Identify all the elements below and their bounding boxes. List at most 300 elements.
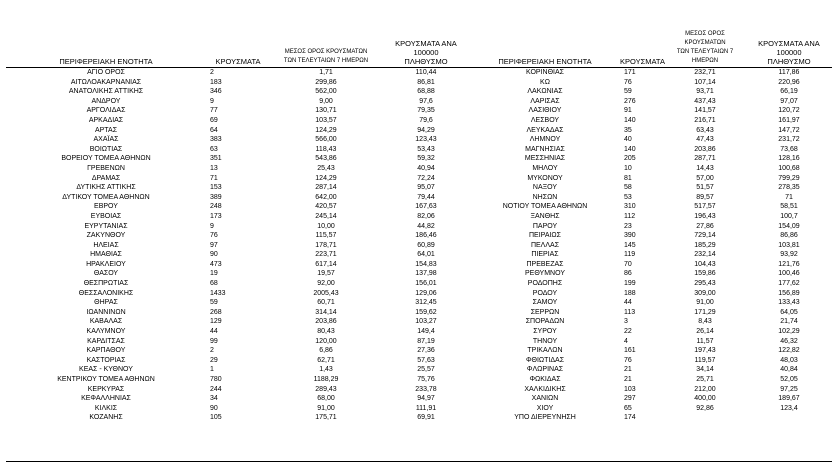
avg-7day-cell: 91,00	[696, 299, 714, 307]
region-name-cell: ΜΗΛΟΥ	[532, 164, 558, 172]
cases-count-cell: 2	[210, 347, 214, 355]
table-row	[6, 317, 832, 327]
cases-count-cell: 58	[624, 184, 632, 192]
region-name-cell: ΒΟΡΕΙΟΥ ΤΟΜΕΑ ΑΘΗΝΩΝ	[61, 155, 151, 163]
cases-count-cell: 34	[210, 395, 218, 403]
region-name-cell: ΘΕΣΠΡΩΤΙΑΣ	[83, 280, 129, 288]
region-header: ΠΕΡΙΦΕΡΕΙΑΚΗ ΕΝΟΤΗΤΑ	[470, 30, 620, 68]
cases-count-cell: 390	[624, 232, 636, 240]
cases-count-cell: 1433	[210, 289, 226, 297]
table-header-row	[6, 30, 832, 68]
region-name-cell: ΝΑΞΟΥ	[532, 184, 558, 192]
cases-count-cell: 35	[624, 126, 632, 134]
region-name-cell: ΚΩ	[540, 78, 550, 86]
avg-7day-cell: 6,86	[319, 347, 333, 355]
rate-per-100k-cell: 86,81	[417, 78, 435, 86]
cases-count-cell: 188	[624, 289, 636, 297]
rate-per-100k-cell: 27,36	[417, 347, 435, 355]
cases-header: ΚΡΟΥΣΜΑΤΑ	[206, 30, 270, 68]
rate-per-100k-cell: 186,46	[415, 232, 437, 240]
avg-header	[270, 30, 382, 68]
table-row	[6, 174, 832, 184]
rate-header-line2: ΠΛΗΘΥΣΜΟ	[404, 57, 448, 66]
cases-count-cell: 22	[624, 328, 632, 336]
avg-7day-cell: 232,71	[694, 69, 716, 76]
table-row	[6, 308, 832, 318]
cases-count-cell: 129	[210, 318, 222, 326]
avg-7day-cell: 245,14	[315, 212, 337, 220]
cases-count-cell: 780	[210, 376, 222, 383]
cases-count-cell: 268	[210, 308, 222, 316]
rate-per-100k-cell: 149,4	[417, 328, 435, 336]
rate-header	[746, 30, 832, 68]
region-name-cell: ΑΙΤΩΛΟΑΚΑΡΝΑΝΙΑΣ	[70, 78, 142, 86]
region-name-cell: ΒΟΙΩΤΙΑΣ	[89, 145, 123, 153]
cases-count-cell: 4	[624, 337, 628, 345]
rate-per-100k-cell: 189,67	[778, 395, 800, 403]
avg-header-line1: ΜΕΣΟΣ ΟΡΟΣ ΚΡΟΥΣΜΑΤΩΝ	[284, 49, 368, 55]
region-name-cell: ΣΠΟΡΑΔΩΝ	[525, 318, 565, 326]
avg-7day-cell: 91,00	[317, 404, 335, 412]
avg-7day-cell: 92,86	[696, 404, 714, 412]
region-name-cell: ΝΟΤΙΟΥ ΤΟΜΕΑ ΑΘΗΝΩΝ	[502, 203, 588, 211]
region-name-cell: ΚΑΣΤΟΡΙΑΣ	[86, 356, 126, 364]
region-name-cell: ΜΑΓΝΗΣΙΑΣ	[525, 145, 565, 153]
cases-count-cell: 205	[624, 155, 636, 163]
rate-per-100k-cell: 147,72	[778, 126, 800, 134]
cases-count-cell: 276	[624, 97, 636, 105]
region-name-cell: ΝΗΣΩΝ	[532, 193, 558, 201]
region-name-cell: ΚΕΝΤΡΙΚΟΥ ΤΟΜΕΑ ΑΘΗΝΩΝ	[57, 376, 155, 383]
region-name-cell: ΔΥΤΙΚΗΣ ΑΤΤΙΚΗΣ	[76, 184, 136, 192]
cases-count-cell: 44	[624, 299, 632, 307]
rate-per-100k-cell: 312,45	[415, 299, 437, 307]
cases-count-cell: 71	[210, 174, 218, 182]
region-name-cell: ΗΜΑΘΙΑΣ	[90, 251, 122, 259]
rate-per-100k-cell: 137,98	[415, 270, 437, 278]
region-name-cell: ΖΑΚΥΝΘΟΥ	[86, 232, 126, 240]
cases-count-cell: 65	[624, 404, 632, 412]
rate-per-100k-cell: 799,29	[778, 174, 800, 182]
table-row	[6, 193, 832, 203]
avg-7day-cell: 216,71	[694, 116, 716, 124]
table-row	[6, 337, 832, 347]
cases-count-cell: 68	[210, 280, 218, 288]
rate-per-100k-cell: 58,51	[780, 203, 798, 211]
cases-count-cell: 473	[210, 260, 222, 268]
avg-7day-cell: 11,57	[696, 337, 714, 345]
avg-7day-cell: 642,00	[315, 193, 337, 201]
rate-per-100k-cell: 154,09	[778, 222, 800, 230]
rate-per-100k-cell: 123,43	[415, 136, 437, 144]
region-name-cell: ΘΗΡΑΣ	[94, 299, 118, 307]
avg-7day-cell: 178,71	[315, 241, 337, 249]
avg-7day-cell: 232,14	[694, 251, 716, 259]
cases-count-cell: 389	[210, 193, 222, 201]
rate-per-100k-cell: 79,6	[419, 116, 433, 124]
avg-7day-cell: 25,71	[696, 376, 714, 383]
rate-per-100k-cell: 97,25	[780, 385, 798, 393]
avg-7day-cell: 287,14	[315, 184, 337, 192]
rate-per-100k-cell	[746, 413, 832, 423]
rate-per-100k-cell: 25,57	[417, 366, 435, 374]
rate-per-100k-cell: 69,91	[417, 414, 435, 422]
region-name-cell: ΦΩΚΙΔΑΣ	[529, 376, 561, 383]
rate-per-100k-cell: 167,63	[415, 203, 437, 211]
region-name-cell: ΚΑΡΔΙΤΣΑΣ	[87, 337, 125, 345]
avg-7day-cell: 223,71	[315, 251, 337, 259]
avg-7day-cell: 60,71	[317, 299, 335, 307]
rate-per-100k-cell: 79,44	[417, 193, 435, 201]
rate-per-100k-cell: 57,63	[417, 356, 435, 364]
avg-7day-cell: 14,43	[696, 164, 714, 172]
cases-count-cell: 248	[210, 203, 222, 211]
cases-count-cell: 173	[210, 212, 222, 220]
avg-7day-cell: 185,29	[694, 241, 716, 249]
table-row	[6, 78, 832, 88]
avg-header	[664, 30, 746, 68]
avg-7day-cell: 197,43	[694, 347, 716, 355]
cases-count-cell: 1	[210, 366, 214, 374]
avg-7day-cell: 80,43	[317, 328, 335, 336]
table-row	[6, 154, 832, 164]
rate-per-100k-cell: 159,62	[415, 308, 437, 316]
avg-7day-cell: 299,86	[315, 78, 337, 86]
region-name-cell: ΙΩΑΝΝΙΝΩΝ	[86, 308, 126, 316]
avg-7day-cell: 1188,29	[313, 376, 339, 383]
avg-7day-cell: 295,43	[694, 280, 716, 288]
avg-7day-cell: 400,00	[694, 395, 716, 403]
avg-7day-cell: 562,00	[315, 88, 337, 96]
rate-per-100k-cell: 133,43	[778, 299, 800, 307]
table-row	[6, 202, 832, 212]
rate-per-100k-cell: 121,76	[778, 260, 800, 268]
rate-per-100k-cell: 100,46	[778, 270, 800, 278]
rate-per-100k-cell: 97,07	[780, 97, 798, 105]
rate-per-100k-cell: 100,68	[778, 164, 800, 172]
cases-count-cell: 97	[210, 241, 218, 249]
region-name-cell: ΑΧΑΪΑΣ	[93, 136, 119, 144]
avg-7day-cell: 124,29	[315, 126, 337, 134]
rate-per-100k-cell: 129,06	[415, 289, 437, 297]
avg-header-line1: ΜΕΣΟΣ ΟΡΟΣ ΚΡΟΥΣΜΑΤΩΝ	[684, 31, 726, 46]
avg-7day-cell: 120,00	[315, 337, 337, 345]
region-name-cell: ΑΡΓΟΛΙΔΑΣ	[86, 107, 126, 115]
rate-per-100k-cell: 231,72	[778, 136, 800, 144]
cases-count-cell: 40	[624, 136, 632, 144]
region-name-cell: ΚΑΒΑΛΑΣ	[89, 318, 123, 326]
avg-7day-cell: 25,43	[317, 164, 335, 172]
avg-7day-cell: 68,00	[317, 395, 335, 403]
rate-per-100k-cell: 220,96	[778, 78, 800, 86]
region-name-cell: ΠΕΛΛΑΣ	[530, 241, 560, 249]
rate-per-100k-cell: 102,29	[778, 328, 800, 336]
region-name-cell: ΚΕΑΣ - ΚΥΘΝΟΥ	[79, 366, 133, 374]
table-row	[6, 116, 832, 126]
rate-per-100k-cell: 44,82	[417, 222, 435, 230]
region-name-cell: ΠΕΙΡΑΙΩΣ	[529, 232, 561, 240]
rate-per-100k-cell: 177,62	[778, 280, 800, 288]
region-name-cell: ΤΡΙΚΑΛΩΝ	[527, 347, 563, 355]
table-row	[6, 97, 832, 107]
avg-7day-cell: 130,71	[315, 107, 337, 115]
region-name-cell: ΧΙΟΥ	[536, 404, 554, 412]
table-row	[6, 231, 832, 241]
table-row	[6, 222, 832, 232]
rate-per-100k-cell: 53,43	[417, 145, 435, 153]
bottom-rule	[6, 461, 832, 462]
cases-count-cell: 64	[210, 126, 218, 134]
cases-count-cell: 21	[624, 366, 632, 374]
rate-per-100k-cell: 128,16	[778, 155, 800, 163]
rate-per-100k-cell: 110,44	[415, 69, 437, 76]
rate-per-100k-cell: 64,05	[780, 308, 798, 316]
rate-header-line1: ΚΡΟΥΣΜΑΤΑ ΑΝΑ 100000	[758, 39, 820, 57]
cases-count-cell: 59	[210, 299, 218, 307]
region-name-cell: ΡΟΔΟΥ	[532, 289, 558, 297]
avg-7day-cell: 437,43	[694, 97, 716, 105]
region-name-cell: ΡΟΔΟΠΗΣ	[527, 280, 563, 288]
avg-7day-cell	[664, 413, 746, 423]
avg-7day-cell: 309,00	[694, 289, 716, 297]
cases-count-cell: 297	[624, 395, 636, 403]
region-name-cell: ΞΑΝΘΗΣ	[530, 212, 560, 220]
cases-table	[6, 30, 832, 423]
avg-7day-cell: 92,00	[317, 280, 335, 288]
rate-per-100k-cell: 72,24	[417, 174, 435, 182]
cases-count-cell: 86	[624, 270, 632, 278]
table-row	[6, 241, 832, 251]
rate-per-100k-cell: 154,83	[415, 260, 437, 268]
region-name-cell: ΠΡΕΒΕΖΑΣ	[526, 260, 564, 268]
cases-count-cell: 9	[210, 222, 214, 230]
cases-count-cell: 113	[624, 308, 636, 316]
cases-count-cell: 153	[210, 184, 222, 192]
avg-7day-cell: 10,00	[317, 222, 335, 230]
region-name-cell: ΑΓΙΟ ΟΡΟΣ	[87, 69, 125, 76]
rate-per-100k-cell: 111,91	[415, 404, 437, 412]
cases-count-cell: 99	[210, 337, 218, 345]
region-name-cell: ΘΕΣΣΑΛΟΝΙΚΗΣ	[78, 289, 134, 297]
region-name-cell: ΔΥΤΙΚΟΥ ΤΟΜΕΑ ΑΘΗΝΩΝ	[62, 193, 150, 201]
rate-per-100k-cell: 156,01	[415, 280, 437, 288]
table-body	[6, 68, 832, 423]
avg-7day-cell: 517,57	[694, 203, 716, 211]
region-name-cell: ΚΙΛΚΙΣ	[94, 404, 118, 412]
cases-count-cell: 53	[624, 193, 632, 201]
table-row	[6, 126, 832, 136]
rate-per-100k-cell: 68,88	[417, 88, 435, 96]
region-name-cell: ΜΥΚΟΝΟΥ	[527, 174, 563, 182]
cases-count-cell: 161	[624, 347, 636, 355]
region-name-cell: ΚΟΖΑΝΗΣ	[89, 414, 123, 422]
rate-header-line1: ΚΡΟΥΣΜΑΤΑ ΑΝΑ 100000	[395, 39, 457, 57]
cases-count-cell: 171	[624, 69, 636, 76]
avg-7day-cell: 62,71	[317, 356, 335, 364]
rate-per-100k-cell: 120,72	[778, 107, 800, 115]
cases-count-cell: 3	[624, 318, 628, 326]
rate-per-100k-cell: 79,35	[417, 107, 435, 115]
avg-7day-cell: 196,43	[694, 212, 716, 220]
cases-count-cell: 119	[624, 251, 636, 259]
region-name-cell: ΧΑΝΙΩΝ	[531, 395, 559, 403]
cases-count-cell: 29	[210, 356, 218, 364]
rate-per-100k-cell: 86,86	[780, 232, 798, 240]
cases-count-cell: 69	[210, 116, 218, 124]
avg-7day-cell: 1,43	[319, 366, 333, 374]
rate-per-100k-cell: 156,89	[778, 289, 800, 297]
rate-per-100k-cell: 233,78	[415, 385, 437, 393]
cases-count-cell: 244	[210, 385, 222, 393]
cases-count-cell: 310	[624, 203, 636, 211]
cases-count-cell: 105	[210, 414, 222, 422]
rate-per-100k-cell: 73,68	[780, 145, 798, 153]
avg-7day-cell: 51,57	[696, 184, 714, 192]
cases-count-cell: 103	[624, 385, 636, 393]
avg-7day-cell: 171,29	[694, 308, 716, 316]
cases-count-cell: 145	[624, 241, 636, 249]
region-name-cell: ΘΑΣΟΥ	[93, 270, 119, 278]
table-row	[6, 87, 832, 97]
rate-per-100k-cell: 66,19	[780, 88, 798, 96]
table-row	[6, 346, 832, 356]
table-row	[6, 404, 832, 414]
avg-7day-cell: 141,57	[694, 107, 716, 115]
cases-count-cell: 90	[210, 404, 218, 412]
rate-per-100k-cell: 95,07	[417, 184, 435, 192]
rate-header	[382, 30, 470, 68]
cases-count-cell: 76	[624, 78, 632, 86]
rate-per-100k-cell: 161,97	[778, 116, 800, 124]
region-name-cell: ΑΝΔΡΟΥ	[91, 97, 121, 105]
cases-count-cell: 91	[624, 107, 632, 115]
rate-per-100k-cell: 75,76	[417, 376, 435, 383]
avg-7day-cell: 124,29	[315, 174, 337, 182]
region-name-cell: ΛΑΡΙΣΑΣ	[530, 97, 560, 105]
rate-per-100k-cell: 103,27	[415, 318, 437, 326]
avg-7day-cell: 47,43	[696, 136, 714, 144]
rate-per-100k-cell: 94,29	[417, 126, 435, 134]
cases-count-cell: 90	[210, 251, 218, 259]
region-name-cell: ΚΕΡΚΥΡΑΣ	[87, 385, 125, 393]
avg-7day-cell: 203,86	[694, 145, 716, 153]
table-row	[6, 212, 832, 222]
rate-per-100k-cell: 87,19	[417, 337, 435, 345]
avg-7day-cell: 287,71	[694, 155, 716, 163]
region-name-cell: ΕΥΡΥΤΑΝΙΑΣ	[84, 222, 128, 230]
region-header: ΠΕΡΙΦΕΡΕΙΑΚΗ ΕΝΟΤΗΤΑ	[6, 30, 206, 68]
table-row	[6, 279, 832, 289]
region-name-cell: ΚΑΛΥΜΝΟΥ	[86, 328, 126, 336]
region-name-cell: ΕΒΡΟΥ	[94, 203, 118, 211]
cases-count-cell: 2	[210, 69, 214, 76]
region-name-cell: ΣΥΡΟΥ	[533, 328, 557, 336]
rate-per-100k-cell: 71	[785, 193, 793, 201]
avg-7day-cell: 34,14	[696, 366, 714, 374]
region-name-cell: ΦΘΙΩΤΙΔΑΣ	[525, 356, 565, 364]
cases-count-cell: 44	[210, 328, 218, 336]
table-row	[6, 164, 832, 174]
avg-7day-cell: 420,57	[315, 203, 337, 211]
avg-7day-cell: 289,43	[315, 385, 337, 393]
avg-7day-cell: 203,86	[315, 318, 337, 326]
rate-per-100k-cell: 21,74	[780, 318, 798, 326]
region-name-cell: ΚΕΦΑΛΛΗΝΙΑΣ	[81, 395, 131, 403]
table-row	[6, 289, 832, 299]
region-name-cell: ΥΠΟ ΔΙΕΡΕΥΝΗΣΗ	[514, 414, 576, 422]
table-row	[6, 298, 832, 308]
table-row	[6, 145, 832, 155]
avg-7day-cell: 57,00	[696, 174, 714, 182]
avg-7day-cell: 566,00	[315, 136, 337, 144]
table-row	[6, 106, 832, 116]
table-row	[6, 375, 832, 385]
avg-7day-cell: 89,57	[696, 193, 714, 201]
rate-per-100k-cell: 103,81	[778, 241, 800, 249]
cases-count-cell: 70	[624, 260, 632, 268]
table-row	[6, 356, 832, 366]
avg-7day-cell: 119,57	[694, 356, 716, 364]
table-row	[6, 260, 832, 270]
table-row	[6, 183, 832, 193]
cases-count-cell: 19	[210, 270, 218, 278]
table-row	[6, 327, 832, 337]
rate-per-100k-cell: 123,4	[780, 404, 798, 412]
table-row	[6, 250, 832, 260]
rate-per-100k-cell: 117,86	[778, 69, 800, 76]
cases-count-cell: 383	[210, 136, 222, 144]
region-name-cell: ΧΑΛΚΙΔΙΚΗΣ	[524, 385, 566, 393]
cases-count-cell: 140	[624, 116, 636, 124]
avg-7day-cell: 1,71	[319, 69, 333, 76]
region-name-cell: ΕΥΒΟΙΑΣ	[90, 212, 122, 220]
region-name-cell: ΛΕΣΒΟΥ	[530, 116, 560, 124]
rate-header-line2: ΠΛΗΘΥΣΜΟ	[767, 57, 811, 66]
rate-per-100k-cell: 40,84	[780, 366, 798, 374]
cases-count-cell: 13	[210, 164, 218, 172]
region-name-cell: ΠΑΡΟΥ	[532, 222, 558, 230]
rate-per-100k-cell: 48,03	[780, 356, 798, 364]
avg-7day-cell: 118,43	[315, 145, 337, 153]
cases-count-cell: 63	[210, 145, 218, 153]
avg-7day-cell: 27,86	[696, 222, 714, 230]
region-name-cell: ΜΕΣΣΗΝΙΑΣ	[524, 155, 566, 163]
cases-count-cell: 112	[624, 212, 636, 220]
avg-7day-cell: 2005,43	[313, 289, 339, 297]
cases-count-cell: 21	[624, 376, 632, 383]
table-row	[6, 385, 832, 395]
region-name-cell: ΚΟΡΙΝΘΙΑΣ	[526, 69, 564, 76]
rate-per-100k-cell: 82,06	[417, 212, 435, 220]
region-name-cell: ΚΑΡΠΑΘΟΥ	[86, 347, 126, 355]
avg-7day-cell: 103,57	[315, 116, 337, 124]
avg-header-line2: ΤΩΝ ΤΕΛΕΥΤΑΙΩΝ 7 ΗΜΕΡΩΝ	[283, 58, 369, 64]
avg-7day-cell: 93,71	[696, 88, 714, 96]
rate-per-100k-cell: 122,82	[778, 347, 800, 355]
table-row	[6, 135, 832, 145]
avg-header-line2: ΤΩΝ ΤΕΛΕΥΤΑΙΩΝ 7 ΗΜΕΡΩΝ	[676, 49, 734, 64]
region-name-cell: ΡΕΘΥΜΝΟΥ	[524, 270, 565, 278]
rate-per-100k-cell: 59,32	[417, 155, 435, 163]
avg-7day-cell: 212,00	[694, 385, 716, 393]
region-name-cell: ΑΡΤΑΣ	[94, 126, 118, 134]
rate-per-100k-cell: 100,7	[780, 212, 798, 220]
avg-7day-cell: 617,14	[315, 260, 337, 268]
table-row	[6, 365, 832, 375]
cases-count-cell: 351	[210, 155, 222, 163]
region-name-cell: ΗΛΕΙΑΣ	[93, 241, 119, 249]
cases-count-cell: 77	[210, 107, 218, 115]
